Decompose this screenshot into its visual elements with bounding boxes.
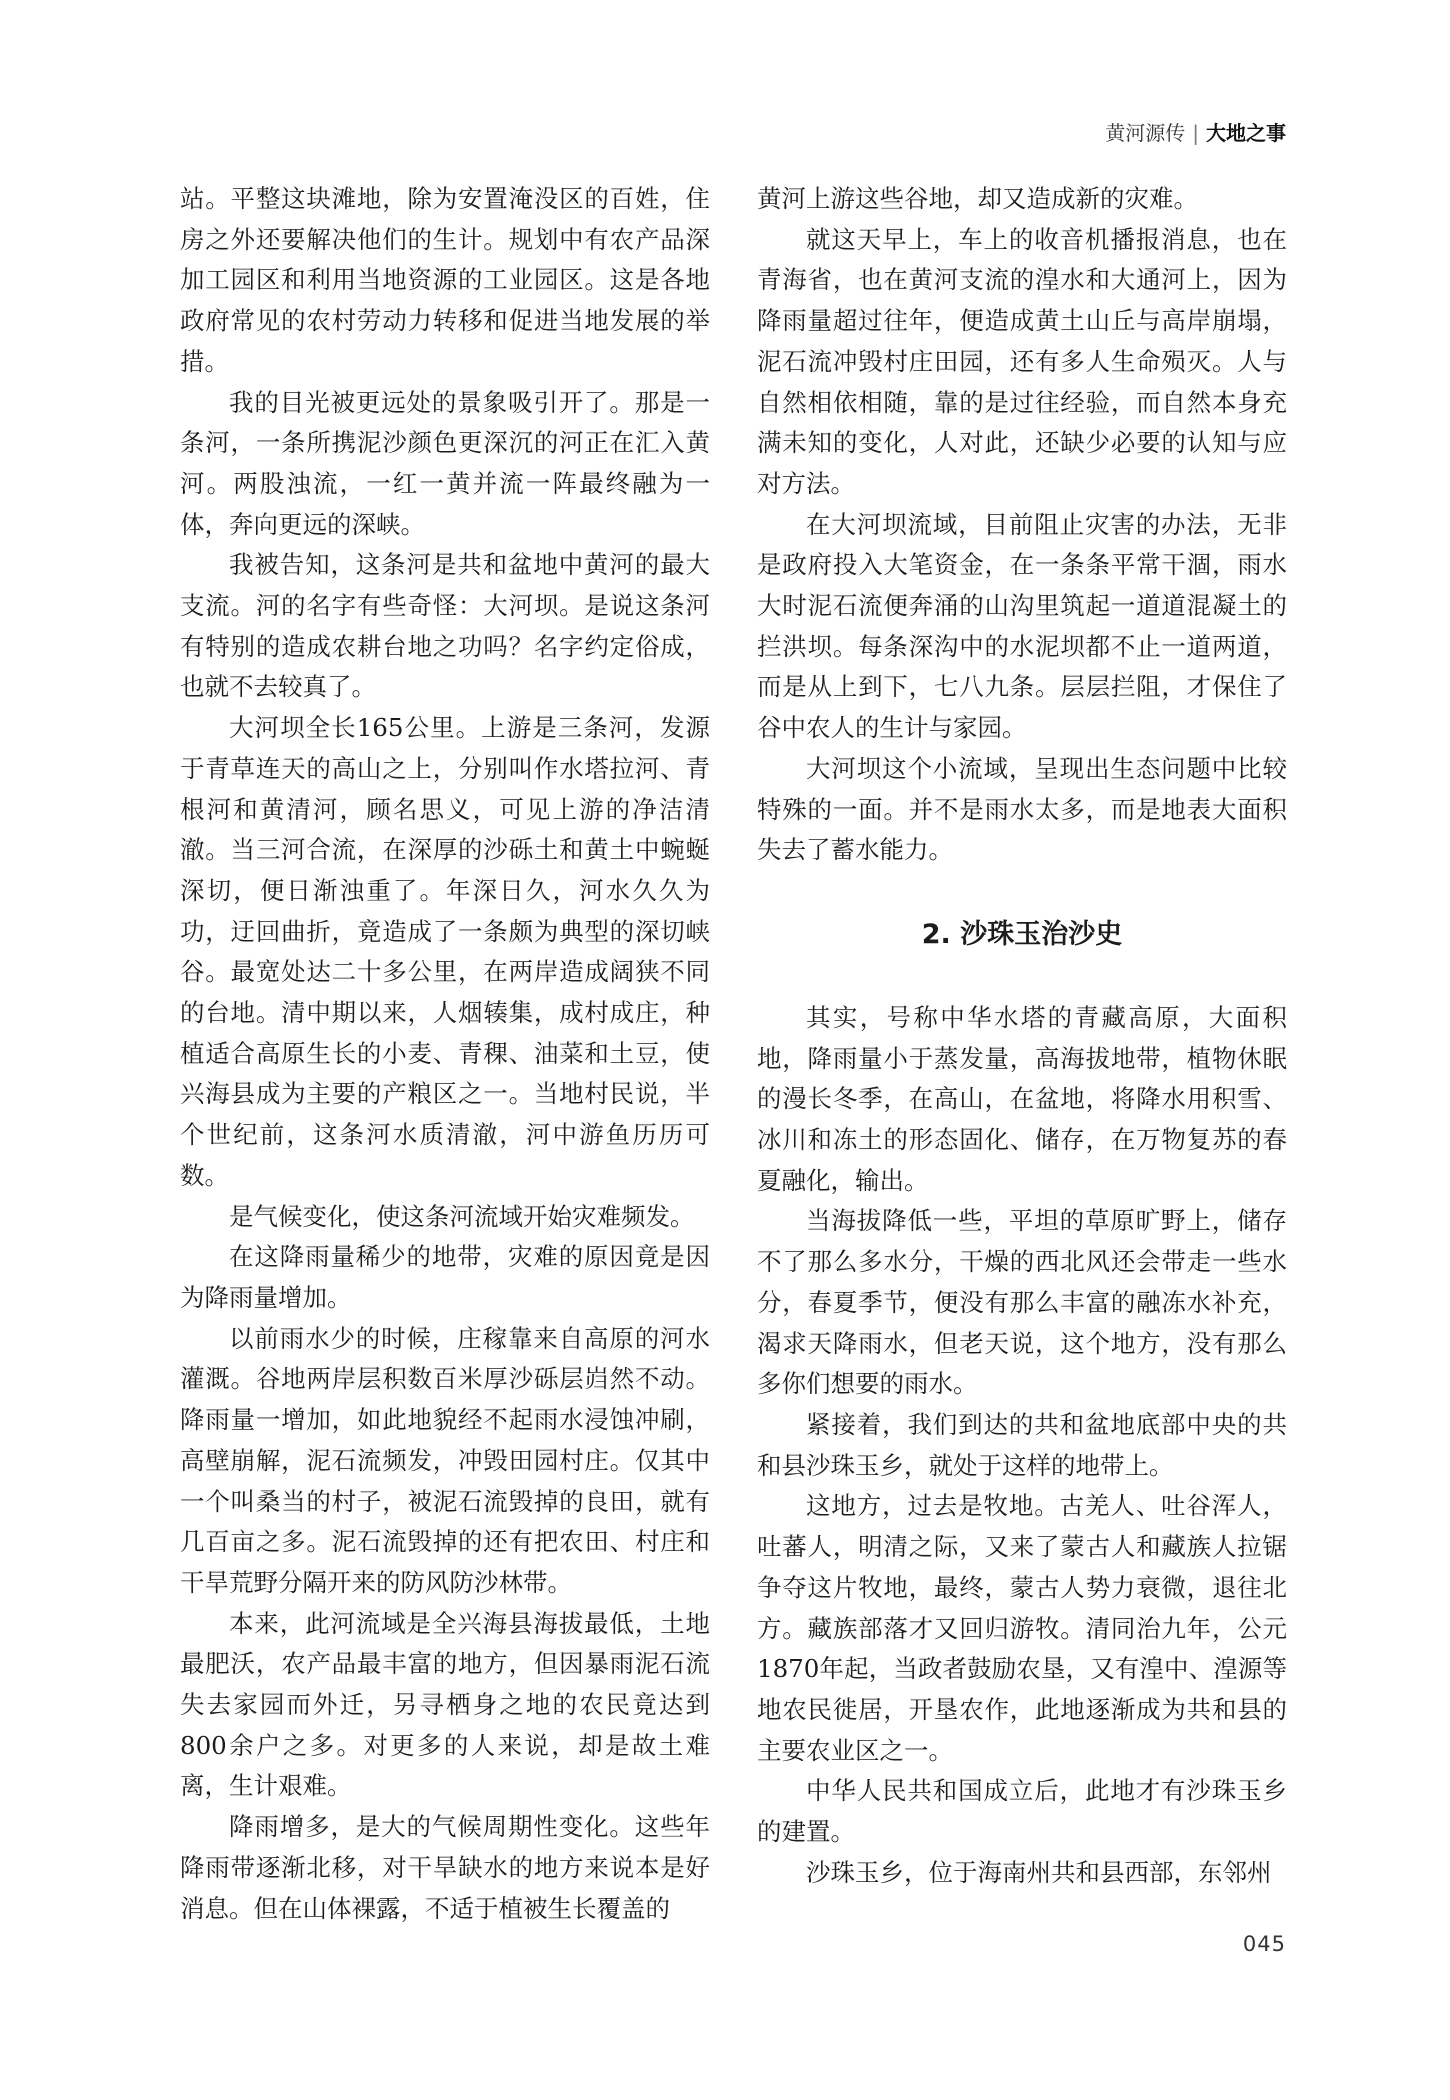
paragraph: 紧接着，我们到达的共和盆地底部中央的共和县沙珠玉乡，就处于这样的地带上。 — [757, 1409, 1287, 1480]
right-text-column — [757, 179, 1287, 1893]
paragraph: 就这天早上，车上的收音机播报消息，也在青海省，也在黄河支流的湟水和大通河上，因为降雨量超过往年，便造成黄土山丘与高岸崩塌，泥石流冲毁村庄田园，还有多人生命殒灭。人与自然相依相随，靠的是过往经验，而自然本身充满未知的变化，人对此，还缺少必要的认知与应对方法。 — [757, 224, 1287, 498]
running-header — [1105, 119, 1286, 147]
paragraph: 降雨增多，是大的气候周期性变化。这些年降雨带逐渐北移，对干旱缺水的地方来说本是好消息。但在山体裸露，不适于植被生长覆盖的 — [180, 1812, 710, 1923]
chapter-title: 大地之事 — [1206, 121, 1286, 145]
paragraph: 当海拔降低一些，平坦的草原旷野上，储存不了那么多水分，干燥的西北风还会带走一些水分，春夏季节，便没有那么丰富的融冻水补充，渴求天降雨水，但老天说，这个地方，没有那么多你们想要的雨水。 — [757, 1206, 1287, 1399]
paragraph: 本来，此河流域是全兴海县海拔最低，土地最肥沃，农产品最丰富的地方，但因暴雨泥石流失去家园而外迁，另寻栖身之地的农民竟达到800余户之多。对更多的人来说，却是故土难离，生计艰难。 — [180, 1608, 710, 1801]
header-separator: | — [1192, 121, 1199, 145]
paragraph: 我被告知，这条河是共和盆地中黄河的最大支流。河的名字有些奇怪：大河坝。是说这条河有特别的造成农耕台地之功吗？名字约定俗成，也就不去较真了。 — [180, 550, 710, 702]
paragraph: 在这降雨量稀少的地带，灾难的原因竟是因为降雨量增加。 — [180, 1242, 710, 1312]
left-text-column — [180, 179, 710, 1929]
page-number: 045 — [1242, 1932, 1286, 1956]
book-title: 黄河源传 — [1105, 121, 1186, 145]
paragraph: 以前雨水少的时候，庄稼靠来自高原的河水灌溉。谷地两岸层积数百米厚沙砾层岿然不动。降雨量一增加，如此地貌经不起雨水浸蚀冲刷，高壁崩解，泥石流频发，冲毁田园村庄。仅其中一个叫桑当的村子，被泥石流毁掉的良田，就有几百亩之多。泥石流毁掉的还有把农田、村庄和干旱荒野分隔开来的防风防沙林带。 — [180, 1323, 710, 1597]
paragraph: 是气候变化，使这条河流域开始灾难频发。 — [229, 1201, 695, 1231]
paragraph: 其实，号称中华水塔的青藏高原，大面积地，降雨量小于蒸发量，高海拔地带，植物休眠的漫长冬季，在高山，在盆地，将降水用积雪、冰川和冻土的形态固化、储存，在万物复苏的春夏融化，输出。 — [757, 1002, 1287, 1195]
paragraph: 大河坝这个小流域，呈现出生态问题中比较特殊的一面。并不是雨水太多，而是地表大面积失去了蓄水能力。 — [757, 753, 1287, 865]
paragraph: 这地方，过去是牧地。古羌人、吐谷浑人，吐蕃人，明清之际，又来了蒙古人和藏族人拉锯争夺这片牧地，最终，蒙古人势力衰微，退往北方。藏族部落才又回归游牧。清同治九年，公元1870年起，当政者鼓励农垦，又有湟中、湟源等地农民徙居，开垦农作，此地逐渐成为共和县的主要农业区之一。 — [757, 1491, 1287, 1765]
paragraph: 沙珠玉乡，位于海南州共和县西部，东邻州 — [806, 1857, 1272, 1887]
paragraph: 中华人民共和国成立后，此地才有沙珠玉乡的建置。 — [757, 1776, 1287, 1847]
paragraph: 黄河上游这些谷地，却又造成新的灾难。 — [757, 184, 1198, 213]
paragraph: 在大河坝流域，目前阻止灾害的办法，无非是政府投入大笔资金，在一条条平常干涸，雨水大时泥石流便奔涌的山沟里筑起一道道混凝土的拦洪坝。每条深沟中的水泥坝都不止一道两道，而是从上到下，七八九条。层层拦阻，才保住了谷中农人的生计与家园。 — [757, 509, 1287, 743]
paragraph: 站。平整这块滩地，除为安置淹没区的百姓，住房之外还要解决他们的生计。规划中有农产品深加工园区和利用当地资源的工业园区。这是各地政府常见的农村劳动力转移和促进当地发展的举措。 — [180, 184, 710, 376]
paragraph: 我的目光被更远处的景象吸引开了。那是一条河，一条所携泥沙颜色更深沉的河正在汇入黄河。两股浊流，一红一黄并流一阵最终融为一体，奔向更远的深峡。 — [180, 387, 710, 539]
paragraph: 大河坝全长165公里。上游是三条河，发源于青草连天的高山之上，分别叫作水塔拉河、青根河和黄清河，顾名思义，可见上游的净洁清澈。当三河合流，在深厚的沙砾土和黄土中蜿蜒深切，便日渐浊重了。年深日久，河水久久为功，迂回曲折，竟造成了一条颇为典型的深切峡谷。最宽处达二十多公里，在两岸造成阔狭不同的台地。清中期以来，人烟辏集，成村成庄，种植适合高原生长的小麦、青稞、油菜和土豆，使兴海县成为主要的产粮区之一。当地村民说，半个世纪前，这条河水质清澈，河中游鱼历历可数。 — [180, 713, 710, 1190]
section-heading: 2. 沙珠玉治沙史 — [921, 918, 1123, 950]
